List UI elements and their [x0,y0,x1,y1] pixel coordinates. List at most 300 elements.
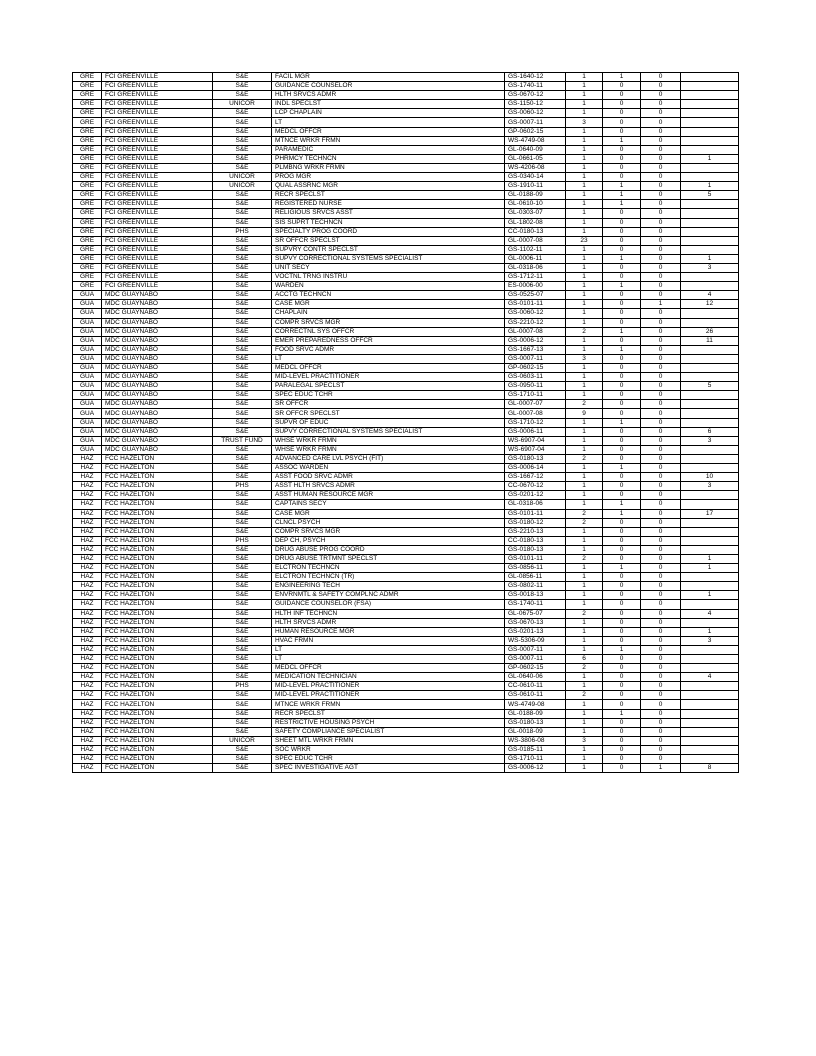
count-cell: 0 [603,227,641,236]
grade-cell: GP-0602-15 [505,127,566,136]
funding-cell: S&E [213,82,272,91]
count-cell: 0 [641,564,681,573]
institution-cell: FCC HAZELTON [102,627,213,636]
grade-cell: GP-0602-15 [505,364,566,373]
table-row [73,655,739,664]
count-cell: 0 [603,673,641,682]
site-code-cell: HAZ [73,573,102,582]
count-cell: 1 [566,245,603,254]
institution-cell: FCI GREENVILLE [102,209,213,218]
count-cell: 0 [603,664,641,673]
funding-cell: S&E [213,591,272,600]
count-cell [681,391,739,400]
grade-cell: GS-0101-11 [505,554,566,563]
grade-cell: GS-1710-11 [505,755,566,764]
funding-cell: UNICOR [213,173,272,182]
funding-cell: S&E [213,163,272,172]
count-cell [681,418,739,427]
grade-cell: GS-0006-12 [505,764,566,773]
count-cell: 1 [566,136,603,145]
table-row [73,200,739,209]
site-code-cell: GUA [73,318,102,327]
count-cell: 1 [566,445,603,454]
table-row [73,645,739,654]
count-cell: 1 [603,282,641,291]
count-cell: 0 [603,127,641,136]
table-row [73,236,739,245]
grade-cell: GL-0675-07 [505,609,566,618]
site-code-cell: HAZ [73,700,102,709]
funding-cell: S&E [213,327,272,336]
table-row [73,682,739,691]
institution-cell: MDC GUAYNABO [102,427,213,436]
count-cell: 0 [641,82,681,91]
count-cell: 1 [603,418,641,427]
position-title-cell: WHSE WRKR FRMN [272,445,505,454]
table-row [73,745,739,754]
site-code-cell: HAZ [73,554,102,563]
count-cell: 1 [566,582,603,591]
count-cell: 0 [641,364,681,373]
count-cell: 1 [566,700,603,709]
grade-cell: WS-6907-04 [505,436,566,445]
count-cell: 1 [566,673,603,682]
count-cell: 0 [603,263,641,272]
grade-cell: GL-0640-09 [505,145,566,154]
position-title-cell: MTNCE WRKR FRMN [272,136,505,145]
count-cell: 0 [603,582,641,591]
site-code-cell: GRE [73,182,102,191]
count-cell: 1 [603,182,641,191]
count-cell: 0 [641,418,681,427]
position-title-cell: GUIDANCE COUNSELOR [272,82,505,91]
position-title-cell: LT [272,118,505,127]
count-cell: 1 [603,500,641,509]
funding-cell: S&E [213,755,272,764]
count-cell [681,82,739,91]
position-title-cell: CHAPLAIN [272,309,505,318]
count-cell: 1 [566,100,603,109]
count-cell: 0 [641,236,681,245]
institution-cell: FCC HAZELTON [102,564,213,573]
grade-cell: GS-1640-12 [505,73,566,82]
count-cell: 0 [641,464,681,473]
site-code-cell: GUA [73,345,102,354]
grade-cell: WS-6907-04 [505,445,566,454]
position-title-cell: SUPVRY CONTR SPECLST [272,245,505,254]
count-cell [681,118,739,127]
site-code-cell: GRE [73,118,102,127]
grade-cell: GL-0007-08 [505,327,566,336]
institution-cell: MDC GUAYNABO [102,309,213,318]
count-cell: 0 [603,400,641,409]
count-cell: 1 [603,191,641,200]
funding-cell: S&E [213,573,272,582]
grade-cell: GL-0007-08 [505,409,566,418]
institution-cell: FCC HAZELTON [102,591,213,600]
grade-cell: GS-0006-14 [505,464,566,473]
position-title-cell: CASE MGR [272,509,505,518]
institution-cell: FCC HAZELTON [102,682,213,691]
count-cell: 0 [641,709,681,718]
funding-cell: PHS [213,482,272,491]
grade-cell: CC-0180-13 [505,536,566,545]
funding-cell: S&E [213,491,272,500]
table-row [73,591,739,600]
site-code-cell: HAZ [73,618,102,627]
count-cell: 0 [603,755,641,764]
table-row [73,755,739,764]
count-cell: 0 [641,354,681,363]
count-cell: 3 [681,636,739,645]
table-row [73,273,739,282]
grade-cell: GS-0856-11 [505,564,566,573]
count-cell: 0 [641,482,681,491]
table-row [73,582,739,591]
count-cell: 1 [566,727,603,736]
count-cell [681,227,739,236]
site-code-cell: GRE [73,245,102,254]
count-cell: 1 [566,300,603,309]
count-cell: 0 [603,154,641,163]
funding-cell: S&E [213,655,272,664]
count-cell: 2 [566,609,603,618]
institution-cell: FCC HAZELTON [102,454,213,463]
count-cell: 0 [603,445,641,454]
funding-cell: S&E [213,273,272,282]
grade-cell: GS-0180-13 [505,454,566,463]
position-title-cell: CLNCL PSYCH [272,518,505,527]
institution-cell: FCC HAZELTON [102,536,213,545]
institution-cell: FCC HAZELTON [102,664,213,673]
count-cell [681,100,739,109]
table-row [73,491,739,500]
grade-cell: GS-1710-11 [505,391,566,400]
count-cell: 0 [641,382,681,391]
count-cell: 0 [641,509,681,518]
count-cell: 1 [566,163,603,172]
count-cell: 1 [566,127,603,136]
table-row [73,309,739,318]
count-cell: 1 [566,154,603,163]
table-row [73,536,739,545]
count-cell [681,354,739,363]
grade-cell: GS-1667-12 [505,473,566,482]
institution-cell: FCI GREENVILLE [102,136,213,145]
table-row [73,454,739,463]
grade-cell: GS-0006-12 [505,336,566,345]
count-cell: 0 [641,736,681,745]
funding-cell: S&E [213,118,272,127]
count-cell: 9 [566,409,603,418]
count-cell: 0 [603,473,641,482]
count-cell: 0 [603,700,641,709]
count-cell: 1 [603,136,641,145]
count-cell: 0 [603,545,641,554]
count-cell: 0 [641,582,681,591]
count-cell: 1 [566,491,603,500]
grade-cell: GS-1712-11 [505,273,566,282]
institution-cell: FCC HAZELTON [102,655,213,664]
funding-cell: S&E [213,145,272,154]
position-title-cell: HLTH SRVCS ADMR [272,91,505,100]
site-code-cell: HAZ [73,609,102,618]
grade-cell: GS-1667-13 [505,345,566,354]
count-cell: 0 [641,473,681,482]
position-title-cell: FOOD SRVC ADMR [272,345,505,354]
institution-cell: FCC HAZELTON [102,727,213,736]
funding-cell: S&E [213,564,272,573]
count-cell [681,200,739,209]
count-cell: 4 [681,609,739,618]
count-cell: 0 [641,73,681,82]
count-cell: 1 [566,73,603,82]
position-title-cell: EMER PREPAREDNESS OFFCR [272,336,505,345]
count-cell: 0 [641,118,681,127]
position-title-cell: WARDEN [272,282,505,291]
position-title-cell: SPEC EDUC TCHR [272,391,505,400]
count-cell: 0 [641,154,681,163]
count-cell: 1 [566,464,603,473]
count-cell [681,745,739,754]
count-cell: 0 [641,127,681,136]
count-cell [681,173,739,182]
funding-cell: S&E [213,263,272,272]
count-cell: 0 [641,373,681,382]
count-cell [681,545,739,554]
grade-cell: GL-0318-06 [505,500,566,509]
funding-cell: S&E [213,364,272,373]
site-code-cell: GRE [73,263,102,272]
institution-cell: FCI GREENVILLE [102,236,213,245]
grade-cell: GS-0950-11 [505,382,566,391]
position-title-cell: REGISTERED NURSE [272,200,505,209]
count-cell: 0 [641,454,681,463]
table-row [73,163,739,172]
institution-cell: FCI GREENVILLE [102,163,213,172]
count-cell: 1 [681,554,739,563]
funding-cell: S&E [213,527,272,536]
institution-cell: FCI GREENVILLE [102,200,213,209]
funding-cell: S&E [213,627,272,636]
position-title-cell: SAFETY COMPLIANCE SPECIALIST [272,727,505,736]
count-cell: 0 [641,636,681,645]
grade-cell: GS-0185-11 [505,745,566,754]
funding-cell: S&E [213,745,272,754]
count-cell [681,245,739,254]
funding-cell: S&E [213,309,272,318]
funding-cell: S&E [213,191,272,200]
position-title-cell: PROG MGR [272,173,505,182]
count-cell: 0 [641,282,681,291]
count-cell: 0 [641,527,681,536]
position-title-cell: SR OFFCR SPECLST [272,409,505,418]
count-cell [681,645,739,654]
count-cell: 0 [603,236,641,245]
grade-cell: GS-0670-12 [505,91,566,100]
count-cell: 2 [566,518,603,527]
funding-cell: S&E [213,345,272,354]
institution-cell: MDC GUAYNABO [102,418,213,427]
position-title-cell: PLMBNG WRKR FRMN [272,163,505,172]
count-cell: 0 [641,327,681,336]
grade-cell: GS-0180-13 [505,718,566,727]
count-cell: 3 [681,263,739,272]
grade-cell: GS-2210-13 [505,527,566,536]
institution-cell: FCI GREENVILLE [102,263,213,272]
count-cell: 0 [603,627,641,636]
grade-cell: GS-0018-13 [505,591,566,600]
count-cell: 0 [603,618,641,627]
vacancy-table [72,72,739,773]
count-cell: 0 [641,318,681,327]
institution-cell: MDC GUAYNABO [102,364,213,373]
table-row [73,518,739,527]
count-cell: 0 [641,409,681,418]
site-code-cell: HAZ [73,745,102,754]
grade-cell: GS-0670-13 [505,618,566,627]
count-cell: 0 [641,518,681,527]
position-title-cell: GUIDANCE COUNSELOR (FSA) [272,600,505,609]
count-cell: 1 [566,391,603,400]
site-code-cell: GUA [73,400,102,409]
table-row [73,109,739,118]
site-code-cell: HAZ [73,482,102,491]
grade-cell: GP-0602-15 [505,664,566,673]
count-cell [681,445,739,454]
funding-cell: S&E [213,545,272,554]
count-cell: 1 [603,564,641,573]
site-code-cell: HAZ [73,691,102,700]
funding-cell: S&E [213,236,272,245]
table-row [73,691,739,700]
count-cell: 0 [641,427,681,436]
count-cell: 0 [641,700,681,709]
grade-cell: GL-0007-07 [505,400,566,409]
table-row [73,209,739,218]
count-cell: 0 [641,645,681,654]
table-row [73,82,739,91]
count-cell: 0 [603,727,641,736]
count-cell [681,345,739,354]
count-cell: 0 [603,636,641,645]
table-row [73,664,739,673]
count-cell [681,109,739,118]
table-row [73,263,739,272]
funding-cell: UNICOR [213,182,272,191]
site-code-cell: HAZ [73,645,102,654]
funding-cell: S&E [213,373,272,382]
institution-cell: FCI GREENVILLE [102,273,213,282]
count-cell [681,464,739,473]
grade-cell: GS-0007-11 [505,655,566,664]
institution-cell: FCC HAZELTON [102,545,213,554]
count-cell: 0 [603,454,641,463]
table-row [73,618,739,627]
count-cell [681,518,739,527]
funding-cell: S&E [213,709,272,718]
count-cell: 0 [603,609,641,618]
count-cell: 0 [641,163,681,172]
count-cell: 1 [566,82,603,91]
site-code-cell: GUA [73,300,102,309]
position-title-cell: DEP CH, PSYCH [272,536,505,545]
count-cell: 1 [566,254,603,263]
count-cell: 1 [566,618,603,627]
count-cell: 0 [641,173,681,182]
count-cell: 1 [681,182,739,191]
count-cell [681,145,739,154]
funding-cell: S&E [213,600,272,609]
count-cell: 0 [641,245,681,254]
table-row [73,509,739,518]
count-cell: 0 [603,436,641,445]
count-cell: 0 [603,391,641,400]
count-cell: 1 [566,373,603,382]
funding-cell: S&E [213,136,272,145]
count-cell: 1 [566,173,603,182]
funding-cell: S&E [213,200,272,209]
site-code-cell: HAZ [73,673,102,682]
institution-cell: FCC HAZELTON [102,618,213,627]
count-cell [681,691,739,700]
institution-cell: FCI GREENVILLE [102,91,213,100]
table-row [73,300,739,309]
funding-cell: UNICOR [213,736,272,745]
site-code-cell: HAZ [73,682,102,691]
table-row [73,118,739,127]
grade-cell: GS-1740-11 [505,82,566,91]
count-cell: 1 [603,464,641,473]
count-cell: 0 [641,291,681,300]
count-cell: 1 [603,73,641,82]
site-code-cell: GUA [73,409,102,418]
count-cell: 0 [641,345,681,354]
count-cell: 1 [566,591,603,600]
institution-cell: FCI GREENVILLE [102,82,213,91]
institution-cell: FCC HAZELTON [102,482,213,491]
table-row [73,182,739,191]
table-row [73,527,739,536]
funding-cell: S&E [213,673,272,682]
table-row [73,500,739,509]
grade-cell: GL-0661-05 [505,154,566,163]
institution-cell: FCC HAZELTON [102,582,213,591]
position-title-cell: MEDICATION TECHNICIAN [272,673,505,682]
position-title-cell: RELIGIOUS SRVCS ASST [272,209,505,218]
count-cell: 0 [603,145,641,154]
count-cell: 1 [566,636,603,645]
count-cell: 0 [603,291,641,300]
count-cell: 6 [566,655,603,664]
count-cell [681,736,739,745]
funding-cell: PHS [213,227,272,236]
grade-cell: GL-0188-09 [505,191,566,200]
institution-cell: FCC HAZELTON [102,736,213,745]
funding-cell: S&E [213,554,272,563]
site-code-cell: GRE [73,282,102,291]
position-title-cell: CAPTAINS SECY [272,500,505,509]
site-code-cell: HAZ [73,518,102,527]
position-title-cell: LT [272,645,505,654]
table-row [73,227,739,236]
count-cell: 1 [566,282,603,291]
count-cell: 0 [603,491,641,500]
grade-cell: GS-0525-07 [505,291,566,300]
table-row [73,282,739,291]
count-cell: 1 [566,364,603,373]
count-cell [681,373,739,382]
